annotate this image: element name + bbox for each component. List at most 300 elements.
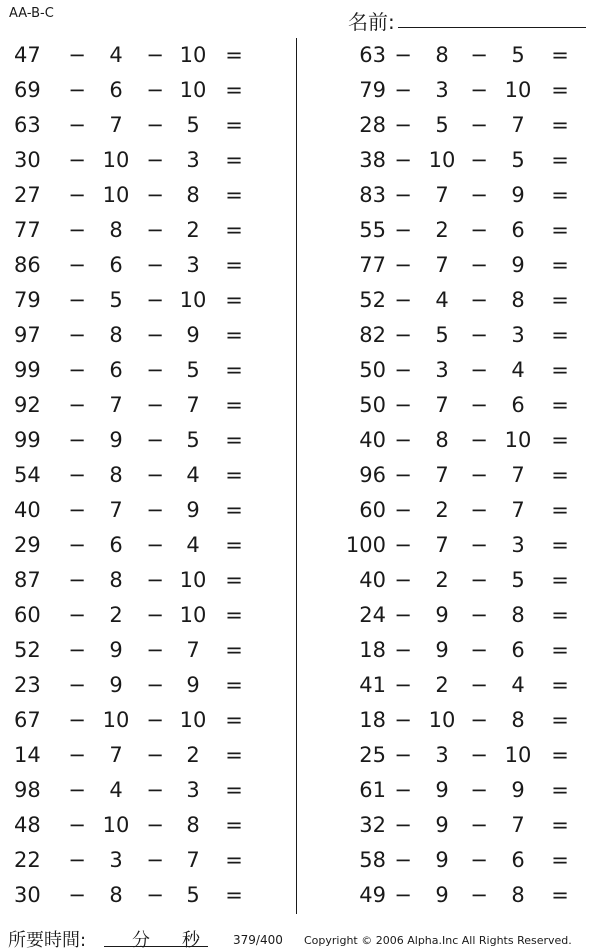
problem-row [0,353,290,388]
equals-sign: = [225,183,243,207]
subtrahend-1: 8 [109,568,123,592]
subtrahend-1: 2 [109,603,123,627]
problem-row [300,248,600,283]
equals-sign: = [551,78,569,102]
minus-sign: − [394,148,412,172]
minutes-label: 分 [132,930,150,951]
equals-sign: = [225,323,243,347]
subtrahend-1: 10 [428,148,456,172]
subtrahend-1: 5 [109,288,123,312]
name-label: 名前: [348,10,395,34]
subtrahend-2: 9 [186,498,200,522]
problem-row [300,423,600,458]
problem-row [300,878,600,913]
minuend: 25 [359,743,386,767]
minuend: 14 [14,743,41,767]
minus-sign: − [470,288,488,312]
minus-sign: − [68,498,86,522]
minus-sign: − [146,323,164,347]
minuend: 79 [359,78,386,102]
subtrahend-2: 7 [511,113,525,137]
minus-sign: − [146,498,164,522]
subtrahend-2: 5 [511,43,525,67]
subtrahend-1: 9 [435,813,449,837]
subtrahend-1: 7 [435,463,449,487]
problem-row [300,528,600,563]
minus-sign: − [394,743,412,767]
minus-sign: − [470,813,488,837]
equals-sign: = [551,463,569,487]
minus-sign: − [68,533,86,557]
subtrahend-1: 10 [102,183,130,207]
minuend: 24 [359,603,386,627]
problem-row [300,178,600,213]
minuend: 40 [359,568,386,592]
problem-row [300,493,600,528]
equals-sign: = [551,568,569,592]
subtrahend-2: 8 [186,183,200,207]
subtrahend-2: 9 [511,253,525,277]
minus-sign: − [470,498,488,522]
equals-sign: = [551,183,569,207]
equals-sign: = [551,813,569,837]
minus-sign: − [394,113,412,137]
problem-row [300,108,600,143]
subtrahend-1: 9 [435,848,449,872]
minus-sign: − [68,883,86,907]
subtrahend-1: 3 [435,358,449,382]
problem-row [0,808,290,843]
minuend: 96 [359,463,386,487]
minus-sign: − [394,708,412,732]
minus-sign: − [470,883,488,907]
problem-row [0,38,290,73]
equals-sign: = [225,568,243,592]
minus-sign: − [470,638,488,662]
minus-sign: − [68,183,86,207]
minus-sign: − [68,638,86,662]
minuend: 63 [359,43,386,67]
minus-sign: − [394,78,412,102]
problem-row [300,283,600,318]
equals-sign: = [551,323,569,347]
subtrahend-2: 2 [186,743,200,767]
problem-row [300,843,600,878]
subtrahend-2: 10 [179,568,207,592]
minus-sign: − [68,358,86,382]
subtrahend-2: 9 [186,673,200,697]
minus-sign: − [470,393,488,417]
equals-sign: = [551,43,569,67]
minus-sign: − [470,533,488,557]
minus-sign: − [68,148,86,172]
minus-sign: − [146,428,164,452]
subtrahend-2: 4 [511,673,525,697]
subtrahend-2: 7 [511,498,525,522]
minuend: 50 [359,393,386,417]
equals-sign: = [225,533,243,557]
minus-sign: − [470,778,488,802]
equals-sign: = [551,603,569,627]
problem-row [0,598,290,633]
equals-sign: = [225,848,243,872]
time-footer [8,926,200,952]
minus-sign: − [68,463,86,487]
equals-sign: = [225,603,243,627]
minus-sign: − [394,813,412,837]
problem-row [0,878,290,913]
equals-sign: = [551,638,569,662]
minuend: 100 [345,533,386,557]
subtrahend-1: 8 [109,883,123,907]
minus-sign: − [470,603,488,627]
minus-sign: − [146,43,164,67]
problem-row [0,843,290,878]
minus-sign: − [470,43,488,67]
minuend: 41 [359,673,386,697]
minus-sign: − [68,218,86,242]
minus-sign: − [470,78,488,102]
problem-row [0,458,290,493]
subtrahend-2: 6 [511,218,525,242]
subtrahend-1: 7 [109,113,123,137]
minus-sign: − [470,323,488,347]
equals-sign: = [225,393,243,417]
problem-row [300,738,600,773]
minus-sign: − [146,148,164,172]
minuend: 54 [14,463,41,487]
page-number: 379/400 [233,933,283,947]
minuend: 61 [359,778,386,802]
problem-row [0,633,290,668]
subtrahend-1: 9 [109,638,123,662]
minuend: 55 [359,218,386,242]
minus-sign: − [394,43,412,67]
subtrahend-1: 2 [435,673,449,697]
problem-row [300,668,600,703]
minus-sign: − [68,743,86,767]
minus-sign: − [394,288,412,312]
subtrahend-2: 10 [504,78,532,102]
problem-row [300,318,600,353]
minuend: 82 [359,323,386,347]
minus-sign: − [68,43,86,67]
subtrahend-2: 5 [186,113,200,137]
minuend: 28 [359,113,386,137]
minus-sign: − [146,603,164,627]
subtrahend-1: 7 [109,393,123,417]
subtrahend-1: 3 [435,743,449,767]
minus-sign: − [470,848,488,872]
problem-row [300,38,600,73]
minus-sign: − [68,673,86,697]
problem-row [300,633,600,668]
subtrahend-1: 7 [435,183,449,207]
equals-sign: = [551,673,569,697]
subtrahend-1: 3 [109,848,123,872]
subtrahend-2: 6 [511,393,525,417]
subtrahend-2: 4 [186,463,200,487]
minuend: 77 [14,218,41,242]
minuend: 79 [14,288,41,312]
minus-sign: − [146,708,164,732]
subtrahend-2: 3 [511,323,525,347]
minus-sign: − [394,393,412,417]
minus-sign: − [68,603,86,627]
minuend: 49 [359,883,386,907]
problem-row [300,458,600,493]
minuend: 18 [359,708,386,732]
subtrahend-1: 10 [102,708,130,732]
subtrahend-1: 4 [109,43,123,67]
subtrahend-1: 6 [109,533,123,557]
minuend: 58 [359,848,386,872]
problem-row [0,178,290,213]
minuend: 18 [359,638,386,662]
problem-row [300,773,600,808]
equals-sign: = [551,848,569,872]
problem-row [0,318,290,353]
subtrahend-2: 3 [511,533,525,557]
minus-sign: − [146,288,164,312]
subtrahend-2: 3 [186,778,200,802]
subtrahend-2: 10 [179,288,207,312]
subtrahend-1: 4 [109,778,123,802]
minuend: 38 [359,148,386,172]
minus-sign: − [146,778,164,802]
minuend: 40 [359,428,386,452]
equals-sign: = [551,358,569,382]
minus-sign: − [470,253,488,277]
minus-sign: − [146,638,164,662]
problem-row [0,528,290,563]
problem-row [0,493,290,528]
minus-sign: − [394,533,412,557]
equals-sign: = [551,148,569,172]
subtrahend-1: 8 [435,43,449,67]
subtrahend-1: 5 [435,323,449,347]
minus-sign: − [470,358,488,382]
minuend: 48 [14,813,41,837]
minus-sign: − [146,358,164,382]
subtrahend-2: 10 [179,43,207,67]
column-divider [296,38,297,914]
minus-sign: − [68,813,86,837]
equals-sign: = [225,288,243,312]
subtrahend-2: 6 [511,848,525,872]
minuend: 92 [14,393,41,417]
subtrahend-1: 7 [109,743,123,767]
minus-sign: − [394,673,412,697]
equals-sign: = [551,288,569,312]
minus-sign: − [68,253,86,277]
minuend: 47 [14,43,41,67]
minus-sign: − [146,78,164,102]
problem-row [300,808,600,843]
subtrahend-1: 9 [435,603,449,627]
subtrahend-1: 7 [109,498,123,522]
subtrahend-1: 9 [109,673,123,697]
equals-sign: = [551,113,569,137]
minuend: 67 [14,708,41,732]
equals-sign: = [225,463,243,487]
minuend: 63 [14,113,41,137]
subtrahend-1: 2 [435,218,449,242]
minuend: 60 [359,498,386,522]
subtrahend-1: 10 [102,813,130,837]
subtrahend-2: 3 [186,148,200,172]
subtrahend-2: 10 [179,708,207,732]
subtrahend-2: 7 [511,463,525,487]
minuend: 29 [14,533,41,557]
subtrahend-2: 10 [179,603,207,627]
minus-sign: − [68,778,86,802]
minuend: 99 [14,358,41,382]
subtrahend-1: 10 [102,148,130,172]
minus-sign: − [68,708,86,732]
problem-row [0,703,290,738]
subtrahend-2: 6 [511,638,525,662]
equals-sign: = [225,883,243,907]
minus-sign: − [394,603,412,627]
subtrahend-1: 9 [435,883,449,907]
minuend: 86 [14,253,41,277]
problem-row [0,563,290,598]
minuend: 22 [14,848,41,872]
minuend: 87 [14,568,41,592]
minus-sign: − [68,323,86,347]
equals-sign: = [225,428,243,452]
problem-row [300,703,600,738]
minuend: 69 [14,78,41,102]
minus-sign: − [68,568,86,592]
problem-row [0,73,290,108]
minus-sign: − [470,428,488,452]
subtrahend-2: 8 [511,708,525,732]
subtrahend-2: 7 [186,393,200,417]
minus-sign: − [146,673,164,697]
problem-row [300,388,600,423]
problem-row [300,563,600,598]
subtrahend-2: 4 [186,533,200,557]
problem-row [300,143,600,178]
minuend: 32 [359,813,386,837]
minus-sign: − [470,183,488,207]
minus-sign: − [470,743,488,767]
subtrahend-1: 8 [109,218,123,242]
equals-sign: = [225,673,243,697]
problem-row [0,388,290,423]
minuend: 52 [14,638,41,662]
minus-sign: − [394,883,412,907]
subtrahend-2: 7 [186,848,200,872]
minus-sign: − [68,428,86,452]
copyright: Copyright © 2006 Alpha.Inc All Rights Reserved. [304,934,572,947]
name-line [398,27,586,28]
minus-sign: − [470,148,488,172]
problem-row [0,108,290,143]
minuend: 60 [14,603,41,627]
equals-sign: = [225,148,243,172]
minuend: 50 [359,358,386,382]
subtrahend-1: 4 [435,288,449,312]
equals-sign: = [551,533,569,557]
subtrahend-2: 5 [186,428,200,452]
subtrahend-2: 7 [511,813,525,837]
problem-row [0,213,290,248]
equals-sign: = [225,498,243,522]
subtrahend-2: 7 [186,638,200,662]
subtrahend-1: 9 [435,778,449,802]
minuend: 30 [14,883,41,907]
worksheet-code: AA-B-C [9,6,54,21]
subtrahend-1: 9 [109,428,123,452]
subtrahend-2: 9 [511,183,525,207]
minus-sign: − [68,113,86,137]
subtrahend-1: 9 [435,638,449,662]
seconds-label: 秒 [182,930,200,951]
minus-sign: − [146,813,164,837]
minus-sign: − [394,778,412,802]
subtrahend-1: 7 [435,253,449,277]
minus-sign: − [470,673,488,697]
subtrahend-2: 9 [511,778,525,802]
equals-sign: = [551,253,569,277]
minus-sign: − [68,848,86,872]
subtrahend-2: 10 [179,78,207,102]
problem-row [0,773,290,808]
minus-sign: − [68,78,86,102]
subtrahend-2: 9 [186,323,200,347]
minus-sign: − [394,638,412,662]
equals-sign: = [225,813,243,837]
subtrahend-2: 10 [504,743,532,767]
minus-sign: − [146,883,164,907]
minuend: 40 [14,498,41,522]
minuend: 30 [14,148,41,172]
equals-sign: = [225,78,243,102]
minus-sign: − [470,113,488,137]
time-label: 所要時間: [8,930,87,951]
subtrahend-1: 6 [109,253,123,277]
subtrahend-1: 6 [109,358,123,382]
problem-row [300,213,600,248]
minus-sign: − [146,568,164,592]
minus-sign: − [68,288,86,312]
minuend: 99 [14,428,41,452]
minus-sign: − [68,393,86,417]
equals-sign: = [225,638,243,662]
problem-row [0,143,290,178]
subtrahend-2: 10 [504,428,532,452]
equals-sign: = [551,743,569,767]
subtrahend-2: 5 [511,148,525,172]
equals-sign: = [551,778,569,802]
equals-sign: = [225,778,243,802]
equals-sign: = [551,708,569,732]
subtrahend-2: 5 [186,883,200,907]
subtrahend-1: 5 [435,113,449,137]
minus-sign: − [146,533,164,557]
subtrahend-1: 2 [435,498,449,522]
minus-sign: − [394,358,412,382]
equals-sign: = [225,113,243,137]
subtrahend-2: 8 [511,603,525,627]
problem-row [300,598,600,633]
minus-sign: − [394,218,412,242]
equals-sign: = [225,708,243,732]
minus-sign: − [146,743,164,767]
